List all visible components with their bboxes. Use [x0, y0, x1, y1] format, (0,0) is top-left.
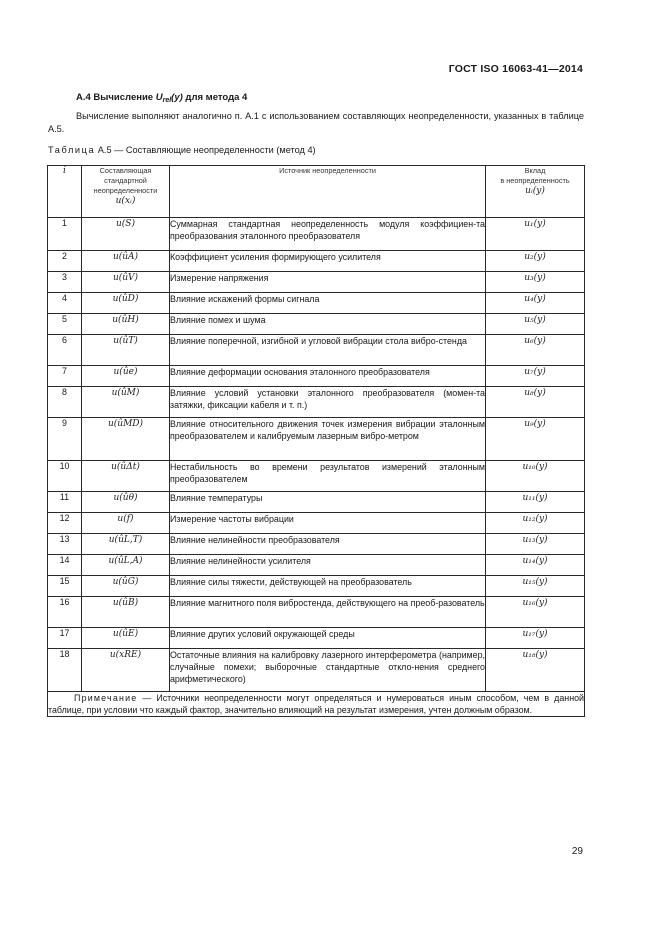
- row-contribution: u₁₅(y): [522, 577, 548, 587]
- section-title: [76, 92, 247, 104]
- table-caption-text: А.5 — Составляющие неопределенности (метод 4): [97, 145, 316, 155]
- table-row: [48, 513, 585, 534]
- table-body: [48, 218, 585, 717]
- table-row: [48, 335, 585, 366]
- row-index: 16: [48, 597, 82, 628]
- row-component: u(ûT): [113, 336, 138, 346]
- row-contribution: u₁₈(y): [522, 650, 548, 660]
- intro-paragraph: Вычисление выполняют аналогично п. А.1 с использованием составляющих неопределенности, указанных в таблице А.5.: [48, 111, 584, 134]
- table-row: [48, 461, 585, 492]
- row-contribution: u₁₀(y): [522, 462, 548, 472]
- row-index: 13: [48, 534, 82, 555]
- row-source: Измерение частоты вибрации: [170, 513, 486, 534]
- row-component: u(ûA): [112, 252, 139, 262]
- row-contribution: u₁₁(y): [522, 493, 548, 503]
- table-header-row: [48, 166, 585, 218]
- section-symbol: U: [155, 92, 163, 103]
- row-component: u(ûe): [113, 367, 138, 377]
- row-index: 18: [48, 649, 82, 692]
- note-text: — Источники неопределенности могут определяться и нумероваться иным способом, чем в данной таблице, при условии что каждый фактор, значительно влияющий на результат измерения, учтен должным образом.: [48, 693, 584, 715]
- row-contribution: u₁₃(y): [522, 535, 548, 545]
- row-source: Влияние искажений формы сигнала: [170, 293, 486, 314]
- row-source: Влияние условий установки эталонного преобразователя (момен-та затяжки, фиксации кабеля и т. п.): [170, 387, 486, 418]
- row-component: u(ûθ): [113, 493, 138, 503]
- row-source: Остаточные влияния на калибровку лазерного интерферометра (например, случайные помехи; выборочные стандартные откло-нения среднего арифметического): [170, 649, 486, 692]
- row-component: u(ûD): [112, 294, 139, 304]
- section-title-prefix: А.4 Вычисление: [76, 92, 156, 103]
- page-number: 29: [571, 846, 583, 857]
- row-source: Влияние относительного движения точек измерения вибрации эталонным преобразователем и калибруемым лазерным вибро-метром: [170, 418, 486, 461]
- section-title-suffix: для метода 4: [182, 92, 248, 103]
- row-contribution: u₂(y): [524, 252, 546, 262]
- header-component-line3: неопределенности: [93, 186, 158, 195]
- table-row: [48, 492, 585, 513]
- row-source: Влияние нелинейности преобразователя: [170, 534, 486, 555]
- row-contribution: u₁(y): [524, 219, 546, 229]
- table-caption: [48, 145, 316, 155]
- table-note-row: [48, 692, 585, 717]
- row-component: u(ûL,T): [108, 535, 143, 545]
- row-source: Коэффициент усиления формирующего усилителя: [170, 251, 486, 272]
- table-row: [48, 418, 585, 461]
- note-label: Примечание: [74, 693, 138, 703]
- row-component: u(S): [116, 219, 135, 229]
- row-source: Влияние деформации основания эталонного преобразователя: [170, 366, 486, 387]
- row-source: Нестабильность во времени результатов измерений эталонным преобразователем: [170, 461, 486, 492]
- row-source: Влияние помех и шума: [170, 314, 486, 335]
- row-component: u(ûE): [112, 629, 139, 639]
- header-contribution-formula: uᵢ(y): [525, 186, 545, 196]
- header-source: Источник неопределенности: [170, 166, 486, 218]
- row-component: u(ûM): [111, 388, 140, 398]
- row-index: 12: [48, 513, 82, 534]
- row-source: Влияние магнитного поля вибростенда, действующего на преоб-разователь: [170, 597, 486, 628]
- row-index: 7: [48, 366, 82, 387]
- table-row: [48, 272, 585, 293]
- row-contribution: u₁₆(y): [522, 598, 548, 608]
- table-row: [48, 534, 585, 555]
- row-component: u(ûB): [112, 598, 139, 608]
- row-index: 11: [48, 492, 82, 513]
- row-component: u(xRE): [109, 650, 142, 660]
- table-row: [48, 649, 585, 692]
- row-source: Влияние силы тяжести, действующей на преобразователь: [170, 576, 486, 597]
- table-row: [48, 293, 585, 314]
- row-contribution: u₁₂(y): [522, 514, 548, 524]
- row-component: u(ûV): [112, 273, 139, 283]
- row-contribution: u₇(y): [524, 367, 546, 377]
- row-index: 15: [48, 576, 82, 597]
- row-contribution: u₄(y): [524, 294, 546, 304]
- row-index: 14: [48, 555, 82, 576]
- uncertainty-table: [47, 165, 585, 717]
- header-component-line1: Составляющая: [99, 166, 152, 175]
- header-index: i: [48, 166, 82, 218]
- row-index: 6: [48, 335, 82, 366]
- table-row: [48, 366, 585, 387]
- row-index: 8: [48, 387, 82, 418]
- row-component: u(ûL,A): [108, 556, 143, 566]
- row-source: Суммарная стандартная неопределенность модуля коэффициен-та преобразования эталонного преобразователя: [170, 218, 486, 251]
- table-row: [48, 387, 585, 418]
- row-source: Влияние поперечной, изгибной и угловой вибрации стола вибро-стенда: [170, 335, 486, 366]
- table-row: [48, 314, 585, 335]
- row-component: u(ûH): [112, 315, 139, 325]
- section-symbol-subscript: rel: [162, 97, 172, 104]
- row-source: Влияние температуры: [170, 492, 486, 513]
- row-contribution: u₃(y): [524, 273, 546, 283]
- row-contribution: u₆(y): [524, 336, 546, 346]
- header-component-formula: u(xᵢ): [115, 196, 136, 206]
- row-contribution: u₅(y): [524, 315, 546, 325]
- table-row: [48, 597, 585, 628]
- row-contribution: u₁₇(y): [522, 629, 548, 639]
- row-contribution: u₁₄(y): [522, 556, 548, 566]
- table-row: [48, 218, 585, 251]
- row-index: 3: [48, 272, 82, 293]
- row-index: 17: [48, 628, 82, 649]
- table-row: [48, 555, 585, 576]
- row-contribution: u₈(y): [524, 388, 546, 398]
- row-index: 2: [48, 251, 82, 272]
- row-index: 4: [48, 293, 82, 314]
- header-component: [82, 166, 170, 218]
- table-caption-label: Таблица: [48, 145, 96, 155]
- header-contribution-line1: Вклад: [524, 166, 546, 175]
- row-source: Влияние нелинейности усилителя: [170, 555, 486, 576]
- table-row: [48, 576, 585, 597]
- row-component: u(ûG): [112, 577, 139, 587]
- row-index: 1: [48, 218, 82, 251]
- row-component: u(f): [117, 514, 134, 524]
- section-symbol-argument: (y): [171, 92, 183, 103]
- row-index: 5: [48, 314, 82, 335]
- table-row: [48, 251, 585, 272]
- header-contribution-line2: в неопределенность: [500, 176, 570, 185]
- row-component: u(ûMD): [107, 419, 144, 429]
- header-contribution: [486, 166, 585, 218]
- row-contribution: u₉(y): [524, 419, 546, 429]
- header-component-line2: стандартной: [104, 176, 147, 185]
- document-id: ГОСТ ISO 16063-41—2014: [448, 63, 583, 75]
- row-source: Измерение напряжения: [170, 272, 486, 293]
- table-row: [48, 628, 585, 649]
- table-note: [48, 692, 585, 717]
- row-source: Влияние других условий окружающей среды: [170, 628, 486, 649]
- row-index: 10: [48, 461, 82, 492]
- row-index: 9: [48, 418, 82, 461]
- row-component: u(ûΔt): [111, 462, 140, 472]
